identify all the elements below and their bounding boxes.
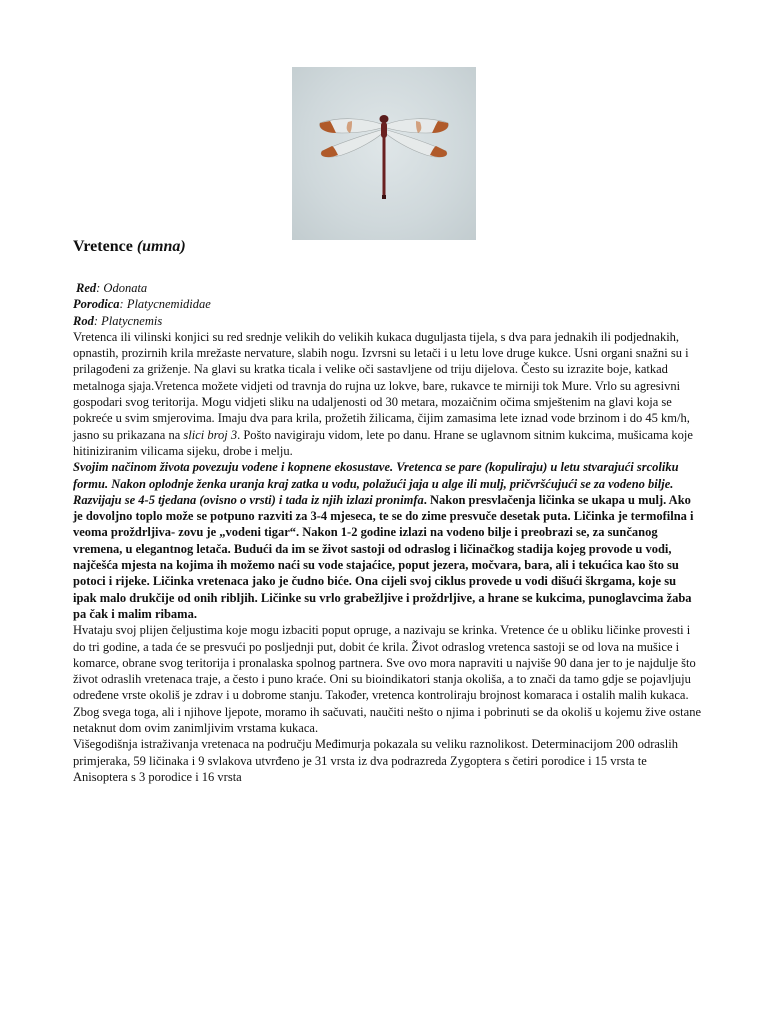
title-italic: (umna)	[136, 238, 186, 255]
meta-rod-key: Rod	[73, 313, 94, 328]
paragraph-1-text-end: . Pošto navigiraju vidom, lete po danu. Hrane se uglavnom sitnim kukcima, mušicama koje hitiniziranim vilicama sijeku, drobe i melju.	[73, 427, 693, 458]
article-body	[73, 280, 701, 785]
meta-porodica-value: : Platycnemididae	[119, 297, 211, 312]
paragraph-1-text: Vretenca ili vilinski konjici su red srednje velikih do velikih kukaca duguljasta tijela, s dva para jednakih ili podjednakih, opnastih, prozirnih krila mrežaste nervature, slabih nogu. Izvrsni su letači i u letu love druge kukce. Usni organi snažni su i prilagođeni za griženje. Na glavi su kratka ticala i velike oči sastavljene od triju dijelova. Često su izrazite boje, katkad metalnoga sjaja.Vretenca možete vidjeti od travnja do rujna uz lokve, bare, rukavce te mirniji tok Mure. Vrlo su agresivni gospodari svog teritorija. Mogu vidjeti sliku na udaljenosti od 30 metara, mozaičnim očima smještenim na glavi koja se pokreće u svim smjerovima. Imaju dva para krila, prožetih žilicama, čijim zamasima lete iznad vode brzinom i do 45 km/h, jasno su prikazana na	[73, 329, 690, 442]
meta-rod	[73, 313, 701, 329]
meta-rod-value: : Platycnemis	[93, 313, 163, 328]
paragraph-3: Hvataju svoj plijen čeljustima koje mogu izbaciti poput opruge, a nazivaju se krinka. Vretence će u obliku ličinke provesti i do tri godine, a tada će se presvući po posljednji put, dobit će krila. Život odraslog vretenca sastoji se od lova na mušice i komarce, obrane svog teritorija i pronalaska spolnog partnera. Sve ovo mora napraviti u najviše 90 dana jer to je najdulje što život odraslih vretenaca traje, a često i puno kraće. Oni su bioindikatori stanja okoliša, a to znači da tamo gdje se pojavljuju određene vrste okoliš je zdrav i u dobrome stanju. Također, vretenca kontroliraju brojnost komaraca i ostalih malih kukaca. Zbog svega toga, ali i njihove ljepote, moramo ih sačuvati, naučiti nešto o njima i pobrinuti se da okoliš u kojemu žive ostane netaknut dom ovim zanimljivim vrstama kukaca.	[73, 623, 701, 736]
paragraph-2	[73, 459, 701, 622]
paragraph-1	[73, 329, 701, 459]
paragraph-4: Višegodišnja istraživanja vretenaca na području Međimurja pokazala su veliku raznolikost. Determinacijom 200 odraslih primjeraka, 59 ličinaka i 9 svlakova utvrđeno je 31 vrsta iz dva podrazreda Zygoptera s četiri porodice i 15 vrsta te Anisoptera s 3 porodice i 16 vrsta	[73, 737, 678, 784]
meta-porodica	[73, 296, 701, 312]
meta-red	[73, 280, 701, 296]
page-title	[73, 238, 186, 256]
dragonfly-icon	[292, 67, 476, 240]
meta-red-key: Red	[76, 281, 97, 295]
figure-reference: slici broj 3	[183, 427, 238, 442]
dragonfly-photo	[292, 67, 476, 240]
title-main: Vretence	[73, 238, 133, 255]
paragraph-2-bold: . Nakon presvlačenja ličinka se ukapa u mulj. Ako je dovoljno toplo može se potpuno razviti za 3-4 mjeseca, te se do zime presvuče desetak puta. Ličinka je termofilna i veoma proždrljiva- zovu je „vodeni tigar“. Nakon 1-2 godine izlazi na vodeno bilje i preobrazi se, za sunčanog vremena, u elegantnog letača. Budući da im se život sastoji od odraslog i ličinačkog stadija kojeg provode u vodi, najčešća mjesta na kojima ih možemo naći su vode stajaćice, poput jezera, močvara, bara, ali i tekućica kao što su potoci i rijeke. Ličinka vretenaca jako je čudno biće. Ona cijeli svoj ciklus provede u vodi dišući škrgama, koje su ipak malo drukčije od onih ribljih. Ličinke su vrlo grabežljive i proždrljive, a hrane se kukcima, punoglavcima žaba pa čak i malim ribama.	[73, 492, 694, 621]
meta-red-value: : Odonata	[96, 281, 148, 295]
meta-porodica-key: Porodica	[73, 297, 120, 312]
paragraph-2-bold-italic: Svojim načinom života povezuju vodene i kopnene ekosustave. Vretenca se pare (kopuliraju) u letu stvarajući srcoliku formu. Nakon oplodnje ženka uranja kraj zatka u vodu, polažući jaja u alge ili mulj, pričvršćujući se za vodeno bilje. Razvijaju se 4-5 tjedana (ovisno o vrsti) i tada iz njih izlazi pronimfa	[73, 460, 679, 507]
